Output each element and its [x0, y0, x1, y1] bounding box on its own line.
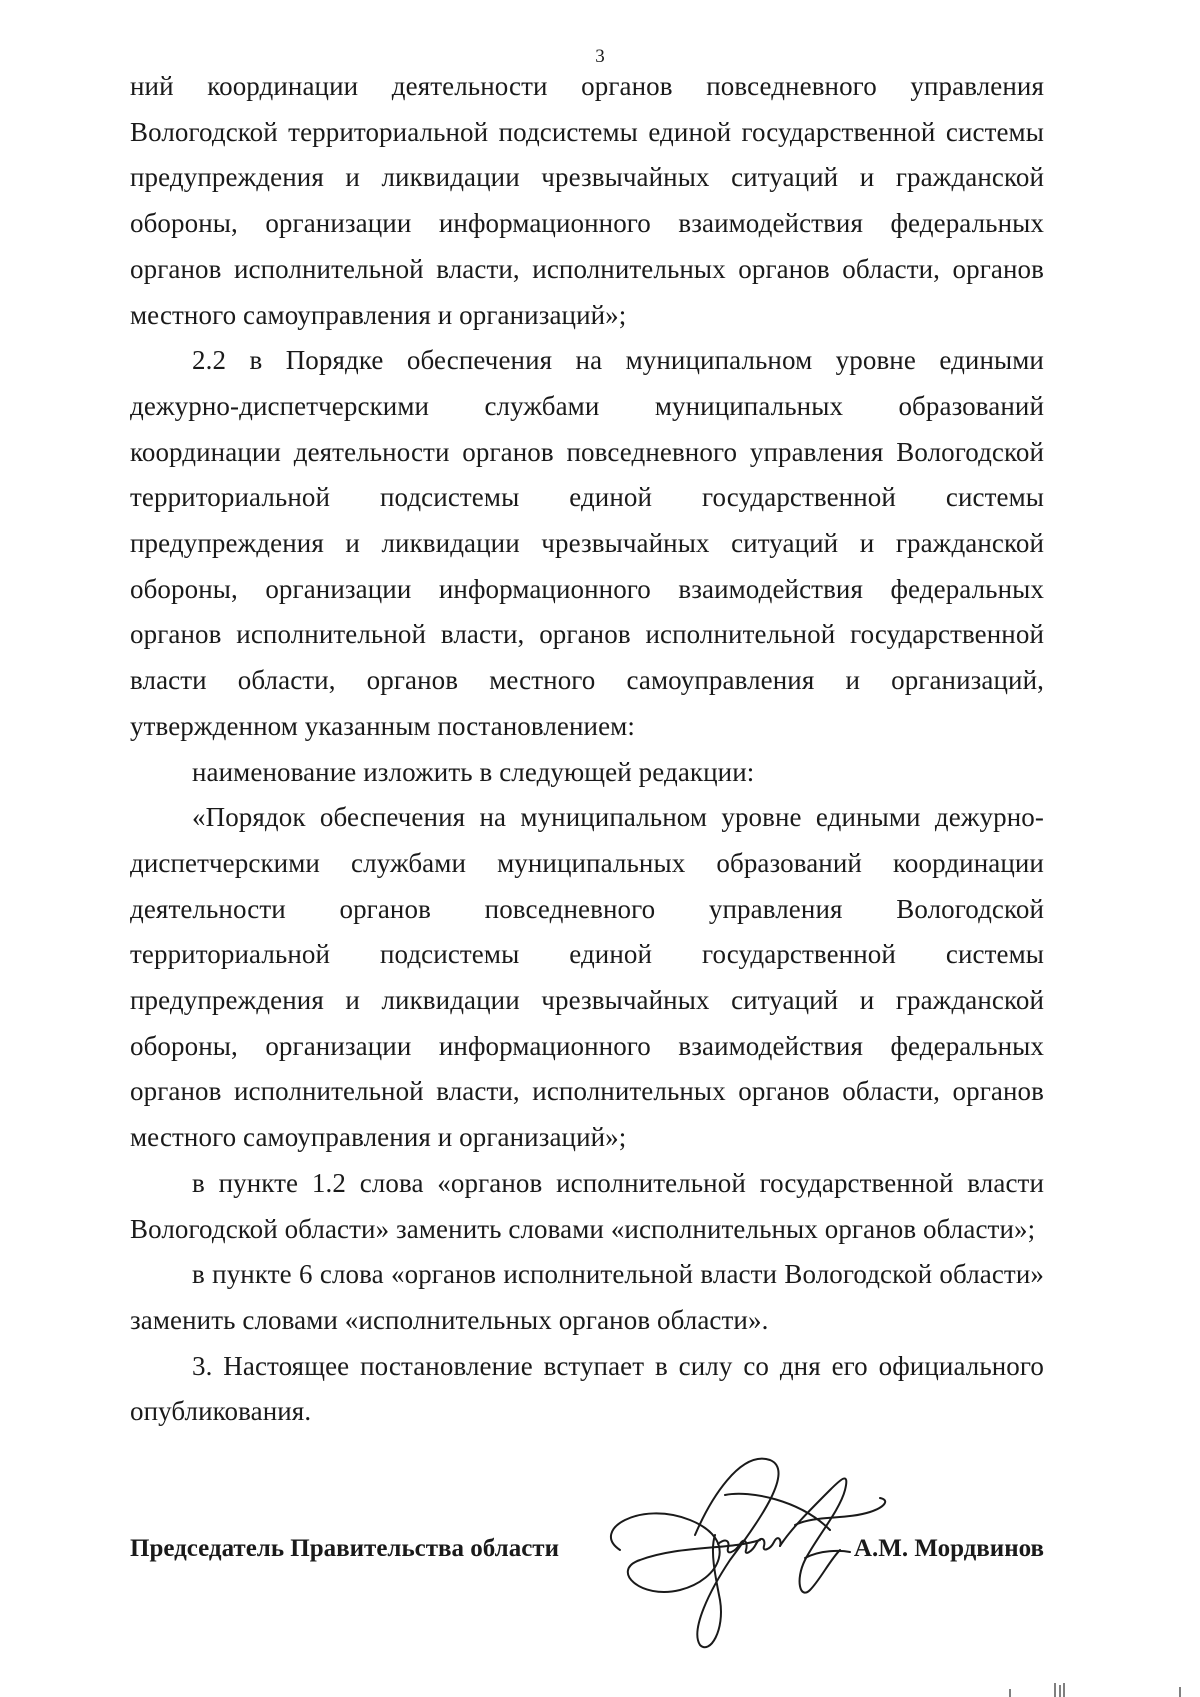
paragraph-point-6: в пункте 6 слова «органов исполнительной власти Вологодской области» заменить словами «исполнительных органов области».	[130, 1259, 1044, 1335]
paragraph-title-instruction: наименование изложить в следующей редакции:	[192, 756, 755, 787]
signer-position: Председатель Правительства области	[130, 1535, 559, 1562]
signer-name: А.М. Мордвинов	[853, 1535, 1044, 1562]
paragraph-effective-date: 3. Настоящее постановление вступает в силу со дня его официального опубликования.	[130, 1350, 1044, 1427]
paragraph-point-1-2: в пункте 1.2 слова «органов исполнительной государственной власти Вологодской области» заменить словами «исполнительных органов области»;	[130, 1167, 1044, 1244]
document-body	[130, 64, 1044, 1435]
page-number: 3	[595, 46, 605, 67]
paragraph-item-2-2: 2.2 в Порядке обеспечения на муниципальном уровне едиными дежурно-диспетчерскими службами муниципальных образований координации деятельности органов повседневного управления Вологодской территориальной подсистемы единой государственной системы предупреждения и ликвидации чрезвычайных ситуаций и гражданской обороны, организации информационного взаимодействия федеральных органов исполнительной власти, органов исполнительной государственной власти области, органов местного самоуправления и организаций, утвержденном указанным постановлением:	[130, 345, 1044, 741]
scan-edge-marks	[1000, 1677, 1200, 1697]
paragraph-new-title: «Порядок обеспечения на муниципальном уровне едиными дежурно-диспетчерскими службами муниципальных образований координации деятельности органов повседневного управления Вологодской территориальной подсистемы единой государственной системы предупреждения и ликвидации чрезвычайных ситуаций и гражданской обороны, организации информационного взаимодействия федеральных органов исполнительной власти, исполнительных органов области, органов местного самоуправления и организаций»;	[130, 802, 1044, 1153]
signature-block	[130, 1535, 1044, 1575]
paragraph-continuation: ний координации деятельности органов повседневного управления Вологодской территориальной подсистемы единой государственной системы предупреждения и ликвидации чрезвычайных ситуаций и гражданской обороны, организации информационного взаимодействия федеральных органов исполнительной власти, исполнительных органов области, органов местного самоуправления и организаций»;	[130, 71, 1044, 330]
